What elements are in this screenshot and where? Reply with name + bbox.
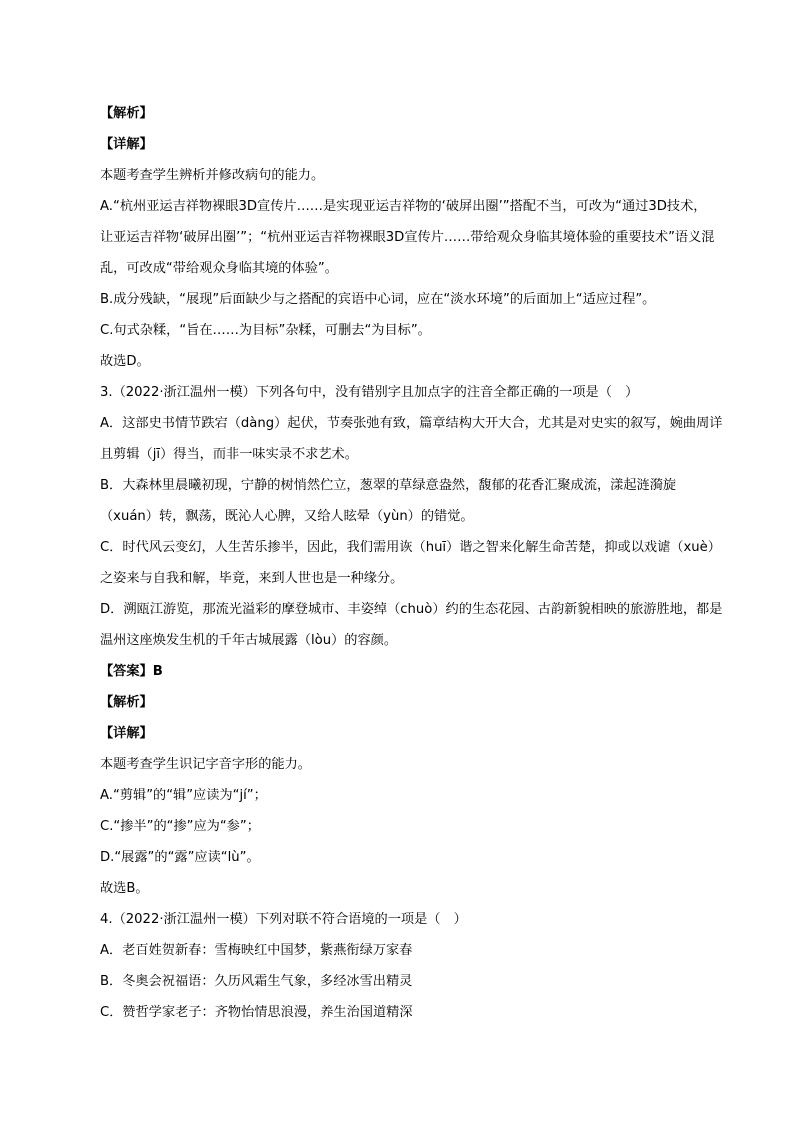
text-line: 且剪辑（jī）得当，而非一味实录不求艺术。 [100, 447, 358, 462]
text-line: B．冬奥会祝福语：久历风霜生气象，多经冰雪出精灵 [100, 974, 413, 989]
text-line: C．赞哲学家老子：齐物怡情思浪漫，养生治国道精深 [100, 1005, 413, 1020]
text-line: B.成分残缺，“展现”后面缺少与之搭配的宾语中心词，应在“淡水环境”的后面加上“适应过程”。 [100, 292, 656, 307]
text-line: A.“杭州亚运吉祥物裸眼3D宣传片……是实现亚运吉祥物的‘破屏出圈’”搭配不当，可改为“通过3D技术， [100, 199, 707, 214]
text-line: 【详解】 [100, 726, 153, 741]
text-line: （xuán）转，飘荡，既沁人心脾，又给人眩晕（yùn）的错觉。 [100, 509, 474, 524]
text-line: 【详解】 [100, 137, 153, 152]
text-line: B．大森林里晨曦初现，宁静的树悄然伫立，葱翠的草绿意盎然，馥郁的花香汇聚成流，漾起涟漪旋 [100, 478, 677, 493]
text-line: A.“剪辑”的“辑”应读为“jí”； [100, 788, 267, 803]
document-body [100, 98, 723, 1028]
text-line: 故选B。 [100, 881, 149, 896]
text-line: 乱，可改成“带给观众身临其境的体验”。 [100, 261, 338, 276]
text-line: 故选D。 [100, 354, 150, 369]
text-line: 让亚运吉祥物‘破屏出圈’”；“杭州亚运吉祥物裸眼3D宣传片……带给观众身临其境体验的重要技术”语义混 [100, 230, 715, 245]
text-line: A．老百姓贺新春：雪梅映红中国梦，紫燕衔绿万家春 [100, 943, 413, 958]
text-line: A．这部史书情节跌宕（dàng）起伏，节奏张弛有致，篇章结构大开大合，尤其是对史实的叙写，婉曲周详 [100, 416, 723, 431]
text-line: C.句式杂糅，“旨在……为目标”杂糅，可删去“为目标”。 [100, 323, 431, 338]
text-line: 3.（2022·浙江温州一模）下列各句中，没有错别字且加点字的注音全都正确的一项是（ ） [100, 385, 639, 400]
text-line: 本题考查学生识记字音字形的能力。 [100, 757, 311, 772]
text-line: 4.（2022·浙江温州一模）下列对联不符合语境的一项是（ ） [100, 912, 467, 927]
text-line: D.“展露”的“露”应读“lù”。 [100, 850, 260, 865]
text-line: C．时代风云变幻，人生苦乐掺半，因此，我们需用诙（huī）谐之智来化解生命苦楚，抑或以戏谑（xuè） [100, 540, 721, 555]
text-line: 【解析】 [100, 695, 153, 710]
text-line: 本题考查学生辨析并修改病句的能力。 [100, 168, 325, 183]
text-line: 温州这座焕发生机的千年古城展露（lòu）的容颜。 [100, 633, 398, 648]
text-line: C.“掺半”的“掺”应为“参”； [100, 819, 260, 834]
text-line: 之姿来与自我和解，毕竟，来到人世也是一种缘分。 [100, 571, 404, 586]
text-line: D．溯瓯江游览，那流光溢彩的摩登城市、丰姿绰（chuò）约的生态花园、古韵新貌相映的旅游胜地，都是 [100, 602, 723, 617]
text-line: 【答案】B [100, 664, 163, 679]
text-line: 【解析】 [100, 106, 153, 121]
